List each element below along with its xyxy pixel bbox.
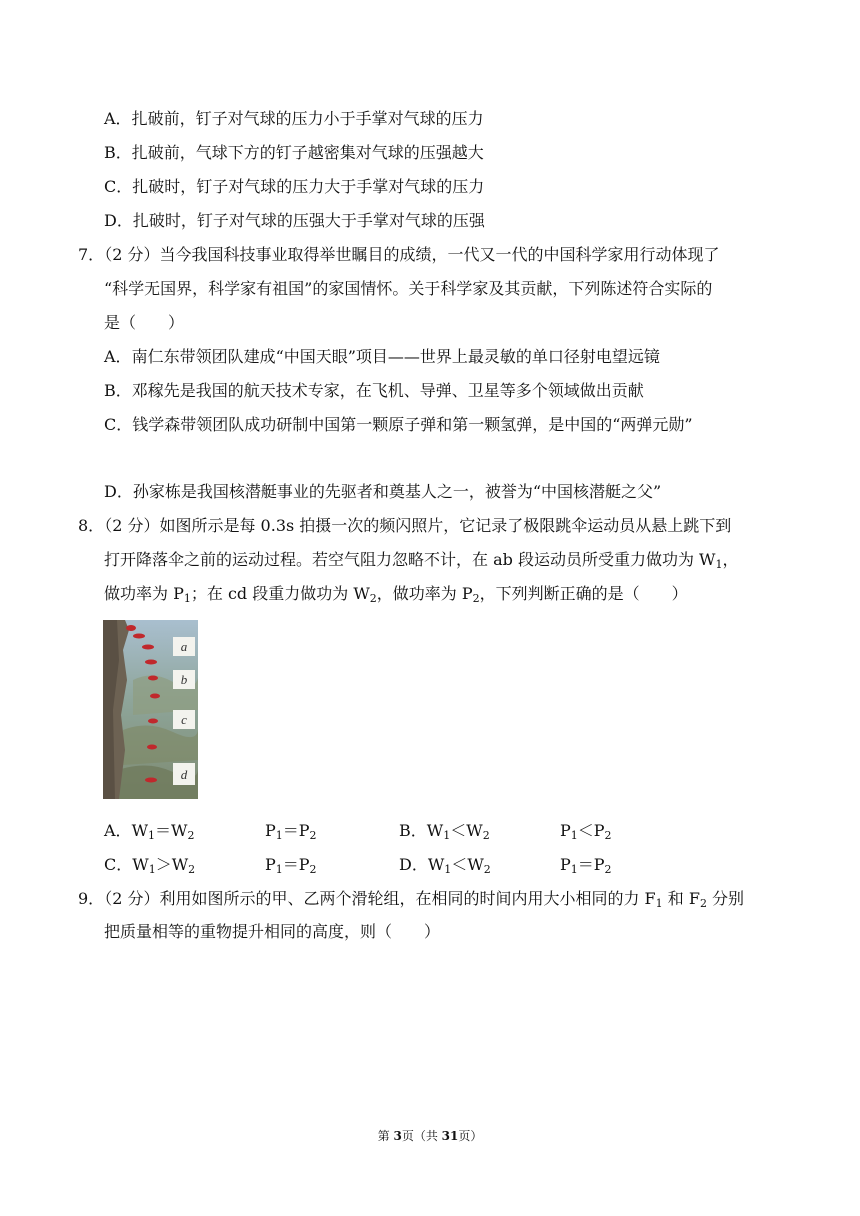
relation: ＞ xyxy=(155,855,172,874)
label-c: c xyxy=(181,712,187,727)
text-segment: 打开降落伞之前的运动过程。若空气阻力忽略不计，在 ab 段运动员所受重力做功为 W xyxy=(104,550,716,569)
p-symbol: P xyxy=(298,821,310,840)
q7-option-c xyxy=(104,414,693,436)
text-segment: ，下列判断正确的是（ ） xyxy=(479,584,688,603)
relation: ＝ xyxy=(282,855,299,874)
w-symbol: W xyxy=(467,855,484,874)
subscript: 1 xyxy=(444,863,452,876)
question-text: 当今我国科技事业取得举世瞩目的成绩，一代又一代的中国科学家用行动体现了 xyxy=(159,245,720,264)
subscript: 1 xyxy=(275,829,283,842)
question-number: 8． xyxy=(78,516,105,535)
jumper xyxy=(126,625,136,631)
subscript: 2 xyxy=(187,829,195,842)
option-text: 孙家栋是我国核潜艇事业的先驱者和奠基人之一，被誉为“中国核潜艇之父” xyxy=(132,482,662,501)
label-b: b xyxy=(180,672,188,687)
subscript: 1 xyxy=(570,863,578,876)
jumper xyxy=(145,778,157,783)
q7-option-a xyxy=(104,346,660,368)
q8-stem-line3 xyxy=(104,583,688,605)
q7-stem-line1 xyxy=(78,244,719,266)
text-segment: ， xyxy=(722,550,739,569)
jumper xyxy=(148,719,158,724)
q8-option-d xyxy=(399,854,491,876)
subscript: 2 xyxy=(309,829,317,842)
q9-stem-line1 xyxy=(78,888,744,910)
text-segment: 利用如图所示的甲、乙两个滑轮组，在相同的时间内用大小相同的力 F xyxy=(159,889,656,908)
q7-option-b xyxy=(104,380,644,402)
subscript: 2 xyxy=(369,592,377,605)
relation: ＝ xyxy=(577,855,594,874)
q6-option-b xyxy=(104,142,484,164)
question-score: （2 分） xyxy=(104,516,160,535)
w-symbol: W xyxy=(466,821,483,840)
w-symbol: W xyxy=(171,821,188,840)
page-total: 31 xyxy=(441,1129,459,1143)
footer-text: 页） xyxy=(458,1129,483,1143)
subscript: 1 xyxy=(148,829,156,842)
jumper xyxy=(150,694,160,699)
p-symbol: P xyxy=(560,855,571,874)
p-symbol: P xyxy=(298,855,310,874)
subscript: 1 xyxy=(183,592,191,605)
q7-option-d xyxy=(104,481,661,503)
footer-text: 页（共 xyxy=(401,1129,442,1143)
option-letter: C． xyxy=(104,415,133,434)
option-letter: B． xyxy=(104,143,132,162)
footer-text: 第 xyxy=(377,1129,394,1143)
q8-option-b-power xyxy=(560,820,612,842)
option-letter: A． xyxy=(104,821,132,840)
w-symbol: W xyxy=(131,821,149,840)
q7-stem-line2: “科学无国界，科学家有祖国”的家国情怀。关于科学家及其贡献，下列陈述符合实际的 xyxy=(104,279,713,298)
option-text: 邓稼先是我国的航天技术专家，在飞机、导弹、卫星等多个领域做出贡献 xyxy=(131,381,644,400)
option-text: 扎破前，钉子对气球的压力小于手掌对气球的压力 xyxy=(131,109,484,128)
p-symbol: P xyxy=(593,821,605,840)
subscript: 2 xyxy=(483,863,491,876)
text-segment: 分别 xyxy=(706,889,745,908)
jumper xyxy=(147,745,157,750)
option-letter: D． xyxy=(104,211,133,230)
subscript: 1 xyxy=(715,558,723,571)
text-segment: 和 F xyxy=(662,889,700,908)
subscript: 2 xyxy=(604,863,612,876)
subscript: 2 xyxy=(604,829,612,842)
option-text: 钱学森带领团队成功研制中国第一颗原子弹和第一颗氢弹，是中国的“两弹元勋” xyxy=(132,415,693,434)
jumper xyxy=(145,660,157,665)
p-symbol: P xyxy=(560,821,571,840)
option-letter: C． xyxy=(104,177,133,196)
option-text: 扎破时，钉子对气球的压力大于手掌对气球的压力 xyxy=(132,177,485,196)
p-symbol: P xyxy=(265,855,276,874)
w-symbol: W xyxy=(426,821,444,840)
question-number: 7． xyxy=(78,245,105,264)
subscript: 1 xyxy=(655,897,663,910)
q8-stem-line1 xyxy=(78,515,731,537)
q9-stem-line2: 把质量相等的重物提升相同的高度，则（ ） xyxy=(104,922,441,941)
subscript: 1 xyxy=(148,863,156,876)
label-a: a xyxy=(180,639,188,654)
page-number: 3 xyxy=(393,1129,402,1143)
subscript: 1 xyxy=(443,829,451,842)
option-text: 扎破前，气球下方的钉子越密集对气球的压强越大 xyxy=(131,143,484,162)
option-letter: D． xyxy=(104,482,133,501)
option-letter: D． xyxy=(399,855,428,874)
question-text: 如图所示是每 0.3s 拍摄一次的频闪照片，它记录了极限跳伞运动员从悬上跳下到 xyxy=(159,516,732,535)
question-score: （2 分） xyxy=(104,245,160,264)
q6-option-d xyxy=(104,210,485,232)
subscript: 1 xyxy=(570,829,578,842)
option-letter: B． xyxy=(104,381,132,400)
subscript: 2 xyxy=(472,592,480,605)
q8-option-c-power xyxy=(265,854,317,876)
skydiver-strobe-photo xyxy=(103,620,198,799)
subscript: 2 xyxy=(699,897,707,910)
jumper xyxy=(148,676,158,681)
photo-svg xyxy=(103,620,198,799)
jumper xyxy=(133,634,145,639)
text-segment: ，做功率为 P xyxy=(376,584,473,603)
q8-option-b xyxy=(399,820,490,842)
relation: ＜ xyxy=(577,821,594,840)
relation: ＝ xyxy=(282,821,299,840)
option-letter: A． xyxy=(104,109,132,128)
p-symbol: P xyxy=(593,855,605,874)
label-d: d xyxy=(180,767,188,782)
q6-option-a xyxy=(104,108,484,130)
subscript: 1 xyxy=(275,863,283,876)
subscript: 2 xyxy=(188,863,196,876)
question-number: 9． xyxy=(78,889,105,908)
option-letter: C． xyxy=(104,855,133,874)
jumper xyxy=(142,645,154,650)
q8-option-a xyxy=(104,820,194,842)
subscript: 2 xyxy=(309,863,317,876)
q8-option-a-power xyxy=(265,820,317,842)
q6-option-c xyxy=(104,176,484,198)
p-symbol: P xyxy=(265,821,276,840)
w-symbol: W xyxy=(132,855,149,874)
option-text: 扎破时，钉子对气球的压强大于手掌对气球的压强 xyxy=(132,211,485,230)
relation: ＜ xyxy=(450,821,467,840)
subscript: 2 xyxy=(482,829,490,842)
q7-stem-line3: 是（ ） xyxy=(104,313,185,332)
text-segment: 做功率为 P xyxy=(104,584,184,603)
text-segment: ；在 cd 段重力做功为 W xyxy=(190,584,370,603)
question-score: （2 分） xyxy=(104,889,160,908)
q8-option-c xyxy=(104,854,195,876)
relation: ＝ xyxy=(155,821,172,840)
relation: ＜ xyxy=(451,855,468,874)
w-symbol: W xyxy=(171,855,189,874)
option-text: 南仁东带领团队建成“中国天眼”项目——世界上最灵敏的单口径射电望远镜 xyxy=(131,347,660,366)
page-footer xyxy=(0,1127,860,1145)
option-letter: B． xyxy=(399,821,427,840)
q8-option-d-power xyxy=(560,854,612,876)
q8-stem-line2 xyxy=(104,549,739,571)
option-letter: A． xyxy=(104,347,132,366)
w-symbol: W xyxy=(427,855,445,874)
